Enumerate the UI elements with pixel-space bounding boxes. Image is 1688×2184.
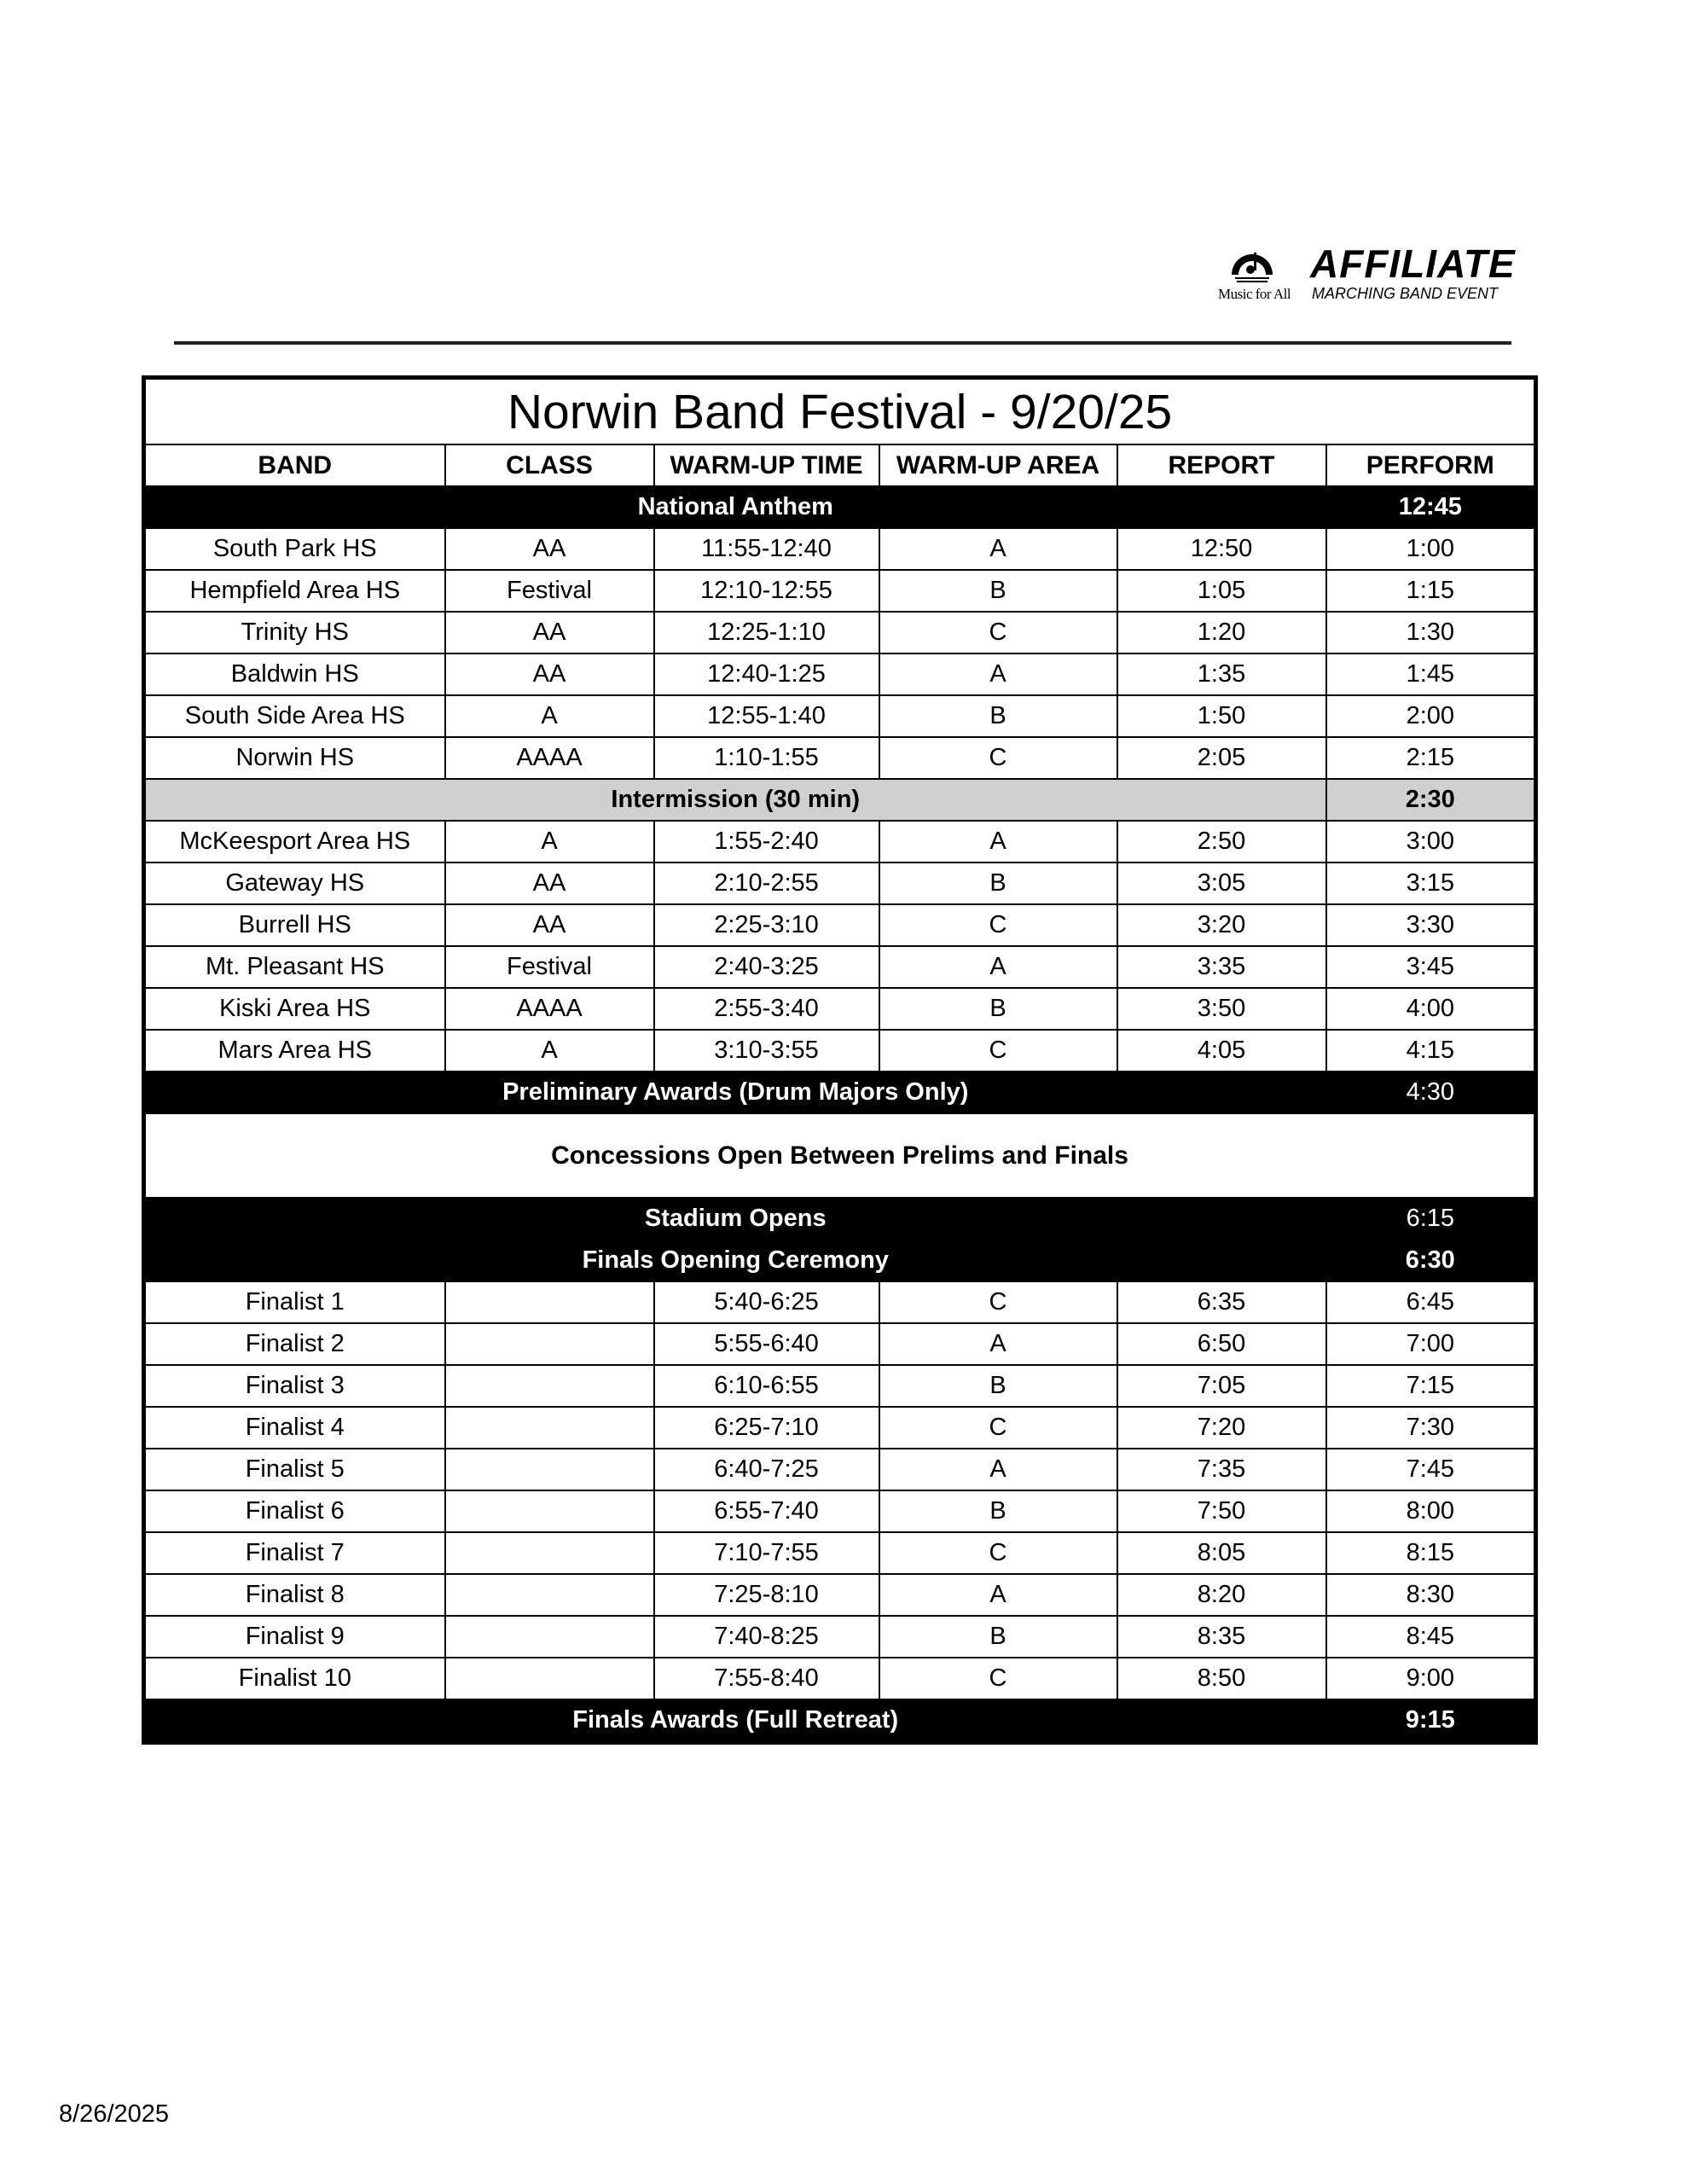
cell-perform: 3:30 xyxy=(1326,904,1536,946)
band-row xyxy=(144,863,1536,904)
band-row xyxy=(144,1490,1536,1532)
cell-perform: 8:30 xyxy=(1326,1574,1536,1616)
cell-class: AAAA xyxy=(445,988,654,1030)
band-row xyxy=(144,1658,1536,1699)
cell-warm-up-time: 2:40-3:25 xyxy=(654,946,879,988)
cell-band: Finalist 9 xyxy=(144,1616,445,1658)
cell-warm-up-area: B xyxy=(879,695,1117,737)
event-label: Stadium Opens xyxy=(144,1198,1326,1240)
schedule-table xyxy=(142,375,1538,1745)
column-header: WARM-UP AREA xyxy=(879,444,1117,486)
cell-warm-up-time: 2:25-3:10 xyxy=(654,904,879,946)
event-time: 2:30 xyxy=(1326,779,1536,821)
cell-class: A xyxy=(445,695,654,737)
cell-class xyxy=(445,1365,654,1407)
column-headers xyxy=(144,444,1536,486)
cell-perform: 8:15 xyxy=(1326,1532,1536,1574)
cell-report: 4:05 xyxy=(1117,1030,1326,1072)
event-row xyxy=(144,1240,1536,1281)
column-header: WARM-UP TIME xyxy=(654,444,879,486)
note-label: Concessions Open Between Prelims and Finals xyxy=(144,1113,1536,1198)
cell-band: Burrell HS xyxy=(144,904,445,946)
cell-report: 2:50 xyxy=(1117,821,1326,863)
cell-warm-up-area: B xyxy=(879,1365,1117,1407)
cell-class xyxy=(445,1281,654,1323)
band-row xyxy=(144,1407,1536,1449)
cell-warm-up-time: 7:25-8:10 xyxy=(654,1574,879,1616)
cell-perform: 4:00 xyxy=(1326,988,1536,1030)
cell-band: Trinity HS xyxy=(144,612,445,653)
cell-class xyxy=(445,1532,654,1574)
cell-band: Baldwin HS xyxy=(144,653,445,695)
event-label: National Anthem xyxy=(144,486,1326,528)
cell-class: A xyxy=(445,1030,654,1072)
cell-perform: 1:45 xyxy=(1326,653,1536,695)
intermission-row xyxy=(144,779,1536,821)
cell-class xyxy=(445,1658,654,1699)
event-time: 6:30 xyxy=(1326,1240,1536,1281)
cell-warm-up-time: 3:10-3:55 xyxy=(654,1030,879,1072)
cell-band: Gateway HS xyxy=(144,863,445,904)
cell-warm-up-area: B xyxy=(879,570,1117,612)
cell-perform: 7:00 xyxy=(1326,1323,1536,1365)
band-row xyxy=(144,695,1536,737)
cell-report: 8:20 xyxy=(1117,1574,1326,1616)
cell-warm-up-area: A xyxy=(879,653,1117,695)
cell-warm-up-time: 1:10-1:55 xyxy=(654,737,879,779)
cell-report: 7:20 xyxy=(1117,1407,1326,1449)
cell-report: 8:35 xyxy=(1117,1616,1326,1658)
cell-band: Finalist 7 xyxy=(144,1532,445,1574)
event-time: 4:30 xyxy=(1326,1072,1536,1113)
cell-band: Kiski Area HS xyxy=(144,988,445,1030)
cell-class: AA xyxy=(445,612,654,653)
event-label: Preliminary Awards (Drum Majors Only) xyxy=(144,1072,1326,1113)
cell-band: Finalist 5 xyxy=(144,1449,445,1490)
cell-perform: 8:45 xyxy=(1326,1616,1536,1658)
cell-class: Festival xyxy=(445,946,654,988)
band-row xyxy=(144,988,1536,1030)
cell-band: South Park HS xyxy=(144,528,445,570)
affiliate-logo xyxy=(1218,241,1516,305)
cell-class: AA xyxy=(445,904,654,946)
cell-report: 7:50 xyxy=(1117,1490,1326,1532)
event-row xyxy=(144,1198,1536,1240)
cell-band: Finalist 3 xyxy=(144,1365,445,1407)
affiliate-subtitle: MARCHING BAND EVENT xyxy=(1312,285,1499,302)
cell-report: 8:05 xyxy=(1117,1532,1326,1574)
cell-warm-up-time: 7:40-8:25 xyxy=(654,1616,879,1658)
cell-warm-up-time: 6:10-6:55 xyxy=(654,1365,879,1407)
event-time: 12:45 xyxy=(1326,486,1536,528)
cell-band: Finalist 8 xyxy=(144,1574,445,1616)
cell-warm-up-area: C xyxy=(879,612,1117,653)
cell-warm-up-area: B xyxy=(879,1490,1117,1532)
affiliate-title: AFFILIATE xyxy=(1310,241,1516,286)
cell-warm-up-area: C xyxy=(879,904,1117,946)
cell-warm-up-time: 7:55-8:40 xyxy=(654,1658,879,1699)
cell-report: 7:35 xyxy=(1117,1449,1326,1490)
column-header: REPORT xyxy=(1117,444,1326,486)
cell-warm-up-time: 12:25-1:10 xyxy=(654,612,879,653)
cell-report: 6:35 xyxy=(1117,1281,1326,1323)
cell-band: Hempfield Area HS xyxy=(144,570,445,612)
band-row xyxy=(144,1532,1536,1574)
cell-report: 6:50 xyxy=(1117,1323,1326,1365)
cell-perform: 7:45 xyxy=(1326,1449,1536,1490)
band-row xyxy=(144,570,1536,612)
cell-class: AA xyxy=(445,653,654,695)
cell-perform: 7:15 xyxy=(1326,1365,1536,1407)
cell-report: 1:35 xyxy=(1117,653,1326,695)
cell-warm-up-area: A xyxy=(879,1574,1117,1616)
cell-report: 3:50 xyxy=(1117,988,1326,1030)
cell-band: Finalist 2 xyxy=(144,1323,445,1365)
cell-class xyxy=(445,1490,654,1532)
cell-report: 1:50 xyxy=(1117,695,1326,737)
cell-report: 1:05 xyxy=(1117,570,1326,612)
cell-class xyxy=(445,1616,654,1658)
cell-band: Mars Area HS xyxy=(144,1030,445,1072)
schedule-title: Norwin Band Festival - 9/20/25 xyxy=(144,378,1536,445)
cell-class: A xyxy=(445,821,654,863)
band-row xyxy=(144,528,1536,570)
cell-perform: 3:15 xyxy=(1326,863,1536,904)
cell-warm-up-area: A xyxy=(879,1449,1117,1490)
event-time: 9:15 xyxy=(1326,1699,1536,1743)
cell-warm-up-area: B xyxy=(879,1616,1117,1658)
band-row xyxy=(144,612,1536,653)
cell-band: Finalist 6 xyxy=(144,1490,445,1532)
cell-warm-up-area: A xyxy=(879,946,1117,988)
note-row xyxy=(144,1113,1536,1198)
cell-perform: 1:15 xyxy=(1326,570,1536,612)
cell-perform: 4:15 xyxy=(1326,1030,1536,1072)
cell-band: Finalist 10 xyxy=(144,1658,445,1699)
cell-warm-up-time: 6:25-7:10 xyxy=(654,1407,879,1449)
cell-band: South Side Area HS xyxy=(144,695,445,737)
cell-warm-up-area: A xyxy=(879,528,1117,570)
cell-report: 7:05 xyxy=(1117,1365,1326,1407)
cell-perform: 3:00 xyxy=(1326,821,1536,863)
cell-report: 2:05 xyxy=(1117,737,1326,779)
music-for-all-logo-icon xyxy=(1228,249,1276,285)
cell-perform: 3:45 xyxy=(1326,946,1536,988)
cell-warm-up-time: 6:55-7:40 xyxy=(654,1490,879,1532)
cell-warm-up-time: 12:40-1:25 xyxy=(654,653,879,695)
cell-report: 3:35 xyxy=(1117,946,1326,988)
cell-warm-up-area: C xyxy=(879,1658,1117,1699)
event-label: Intermission (30 min) xyxy=(144,779,1326,821)
cell-band: Norwin HS xyxy=(144,737,445,779)
cell-warm-up-area: C xyxy=(879,1407,1117,1449)
cell-report: 12:50 xyxy=(1117,528,1326,570)
band-row xyxy=(144,1030,1536,1072)
cell-band: Mt. Pleasant HS xyxy=(144,946,445,988)
cell-band: Finalist 4 xyxy=(144,1407,445,1449)
band-row xyxy=(144,1281,1536,1323)
cell-warm-up-time: 6:40-7:25 xyxy=(654,1449,879,1490)
band-row xyxy=(144,821,1536,863)
cell-warm-up-area: C xyxy=(879,737,1117,779)
cell-perform: 9:00 xyxy=(1326,1658,1536,1699)
cell-report: 1:20 xyxy=(1117,612,1326,653)
cell-perform: 1:00 xyxy=(1326,528,1536,570)
cell-report: 8:50 xyxy=(1117,1658,1326,1699)
band-row xyxy=(144,1365,1536,1407)
cell-warm-up-area: A xyxy=(879,821,1117,863)
band-row xyxy=(144,1449,1536,1490)
cell-warm-up-area: A xyxy=(879,1323,1117,1365)
event-time: 6:15 xyxy=(1326,1198,1536,1240)
header-divider xyxy=(174,341,1511,345)
cell-class xyxy=(445,1407,654,1449)
column-header: BAND xyxy=(144,444,445,486)
cell-class xyxy=(445,1574,654,1616)
event-label: Finals Awards (Full Retreat) xyxy=(144,1699,1326,1743)
cell-class xyxy=(445,1449,654,1490)
cell-class: AA xyxy=(445,528,654,570)
music-for-all-text: Music for All xyxy=(1218,286,1291,302)
cell-warm-up-area: C xyxy=(879,1281,1117,1323)
cell-class xyxy=(445,1323,654,1365)
event-row xyxy=(144,1072,1536,1113)
cell-class: AAAA xyxy=(445,737,654,779)
band-row xyxy=(144,1574,1536,1616)
cell-warm-up-time: 1:55-2:40 xyxy=(654,821,879,863)
band-row xyxy=(144,946,1536,988)
cell-perform: 8:00 xyxy=(1326,1490,1536,1532)
band-row xyxy=(144,1323,1536,1365)
cell-band: McKeesport Area HS xyxy=(144,821,445,863)
cell-band: Finalist 1 xyxy=(144,1281,445,1323)
cell-class: Festival xyxy=(445,570,654,612)
band-row xyxy=(144,653,1536,695)
column-header: PERFORM xyxy=(1326,444,1536,486)
cell-warm-up-time: 11:55-12:40 xyxy=(654,528,879,570)
event-row xyxy=(144,486,1536,528)
cell-perform: 1:30 xyxy=(1326,612,1536,653)
band-row xyxy=(144,737,1536,779)
cell-class: AA xyxy=(445,863,654,904)
cell-warm-up-time: 12:10-12:55 xyxy=(654,570,879,612)
event-row xyxy=(144,1699,1536,1743)
cell-report: 3:05 xyxy=(1117,863,1326,904)
cell-perform: 2:00 xyxy=(1326,695,1536,737)
cell-perform: 2:15 xyxy=(1326,737,1536,779)
cell-warm-up-time: 5:55-6:40 xyxy=(654,1323,879,1365)
cell-warm-up-time: 2:55-3:40 xyxy=(654,988,879,1030)
band-row xyxy=(144,904,1536,946)
cell-perform: 7:30 xyxy=(1326,1407,1536,1449)
cell-warm-up-time: 5:40-6:25 xyxy=(654,1281,879,1323)
cell-warm-up-time: 2:10-2:55 xyxy=(654,863,879,904)
cell-warm-up-area: C xyxy=(879,1030,1117,1072)
event-label: Finals Opening Ceremony xyxy=(144,1240,1326,1281)
cell-report: 3:20 xyxy=(1117,904,1326,946)
cell-warm-up-time: 12:55-1:40 xyxy=(654,695,879,737)
cell-warm-up-area: B xyxy=(879,863,1117,904)
band-row xyxy=(144,1616,1536,1658)
cell-perform: 6:45 xyxy=(1326,1281,1536,1323)
cell-warm-up-area: C xyxy=(879,1532,1117,1574)
cell-warm-up-time: 7:10-7:55 xyxy=(654,1532,879,1574)
column-header: CLASS xyxy=(445,444,654,486)
cell-warm-up-area: B xyxy=(879,988,1117,1030)
footer-date: 8/26/2025 xyxy=(59,2100,170,2128)
